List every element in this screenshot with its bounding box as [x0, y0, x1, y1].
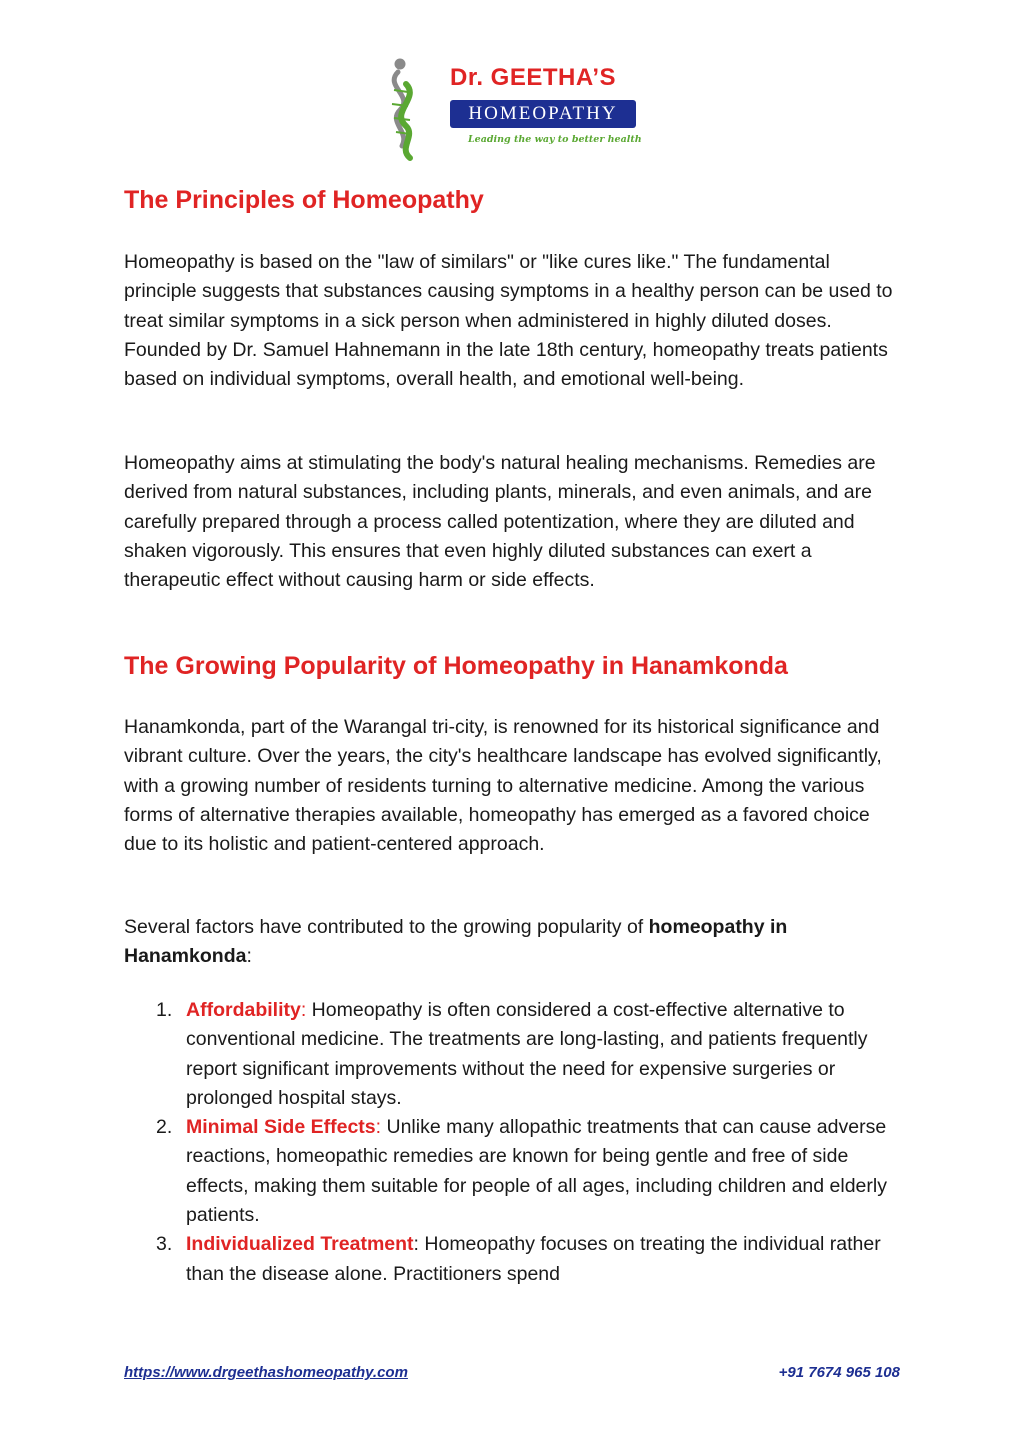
phone-number: +91 7674 965 108 — [778, 1364, 900, 1381]
section-heading-popularity: The Growing Popularity of Homeopathy in Hanamkonda — [124, 652, 788, 680]
logo — [380, 56, 650, 164]
factor-separator: : — [413, 1233, 419, 1256]
factor-term: Affordability — [186, 999, 301, 1021]
brand-tagline: Leading the way to better health — [468, 134, 642, 145]
factor-separator: : — [375, 1116, 382, 1139]
brand-subtitle-box: HOMEOPATHY — [450, 100, 636, 128]
intro-lead: Several factors have contributed to the growing popularity of — [124, 916, 649, 938]
factor-description: Homeopathy is often considered a cost-effective alternative to conventional medicine. The treatments are long-lasting, and patients frequently report significant improvements without the need for expensive surgeries or prolonged hospital stays. — [186, 999, 868, 1109]
intro-trail: : — [246, 945, 252, 968]
list-item — [124, 1230, 904, 1289]
intro-bold-keyword: homeopathy in Hanamkonda — [124, 916, 788, 968]
paragraph-factors-intro — [124, 913, 904, 972]
list-number: 2. — [156, 1116, 173, 1139]
paragraph-popularity-1: Hanamkonda, part of the Warangal tri-city, is renowned for its historical significance and vibrant culture. Over the years, the city's healthcare landscape has evolved significantly, with a growing number of residents turning to alternative medicine. Among the various forms of alternative therapies available, homeopathy has emerged as a favored choice due to its holistic and patient-centered approach. — [124, 716, 882, 856]
factor-term: Minimal Side Effects — [186, 1116, 376, 1139]
list-item — [124, 996, 904, 1113]
factor-separator: : — [300, 999, 307, 1021]
factor-description: Unlike many allopathic treatments that can cause adverse reactions, homeopathic remedies are known for being gentle and free of side effects, making them suitable for people of all ages, including children and elderly patients. — [186, 1116, 887, 1227]
paragraph-principles-2: Homeopathy aims at stimulating the body's natural healing mechanisms. Remedies are derived from natural substances, including plants, minerals, and even animals, and are carefully prepared through a process called potentization, where they are diluted and shaken vigorously. This ensures that even highly diluted substances can exert a therapeutic effect without causing harm or side effects. — [124, 452, 876, 592]
dna-helix-icon — [380, 56, 428, 161]
factor-term: Individualized Treatment — [186, 1233, 414, 1256]
factors-list — [124, 996, 904, 1289]
list-number: 1. — [156, 999, 173, 1021]
website-link[interactable]: https://www.drgeethashomeopathy.com — [124, 1364, 408, 1381]
brand-name: Dr. GEETHA’S — [450, 64, 617, 91]
factor-description: Homeopathy focuses on treating the individual rather than the disease alone. Practitioners spend — [186, 1233, 881, 1285]
paragraph-principles-1: Homeopathy is based on the "law of similars" or "like cures like." The fundamental principle suggests that substances causing symptoms in a healthy person can be used to treat similar symptoms in a sick person when administered in highly diluted doses. Founded by Dr. Samuel Hahnemann in the late 18th century, homeopathy treats patients based on individual symptoms, overall health, and emotional well-being. — [124, 251, 893, 391]
list-number: 3. — [156, 1233, 173, 1256]
section-heading-principles: The Principles of Homeopathy — [124, 186, 484, 214]
list-item — [124, 1113, 904, 1230]
